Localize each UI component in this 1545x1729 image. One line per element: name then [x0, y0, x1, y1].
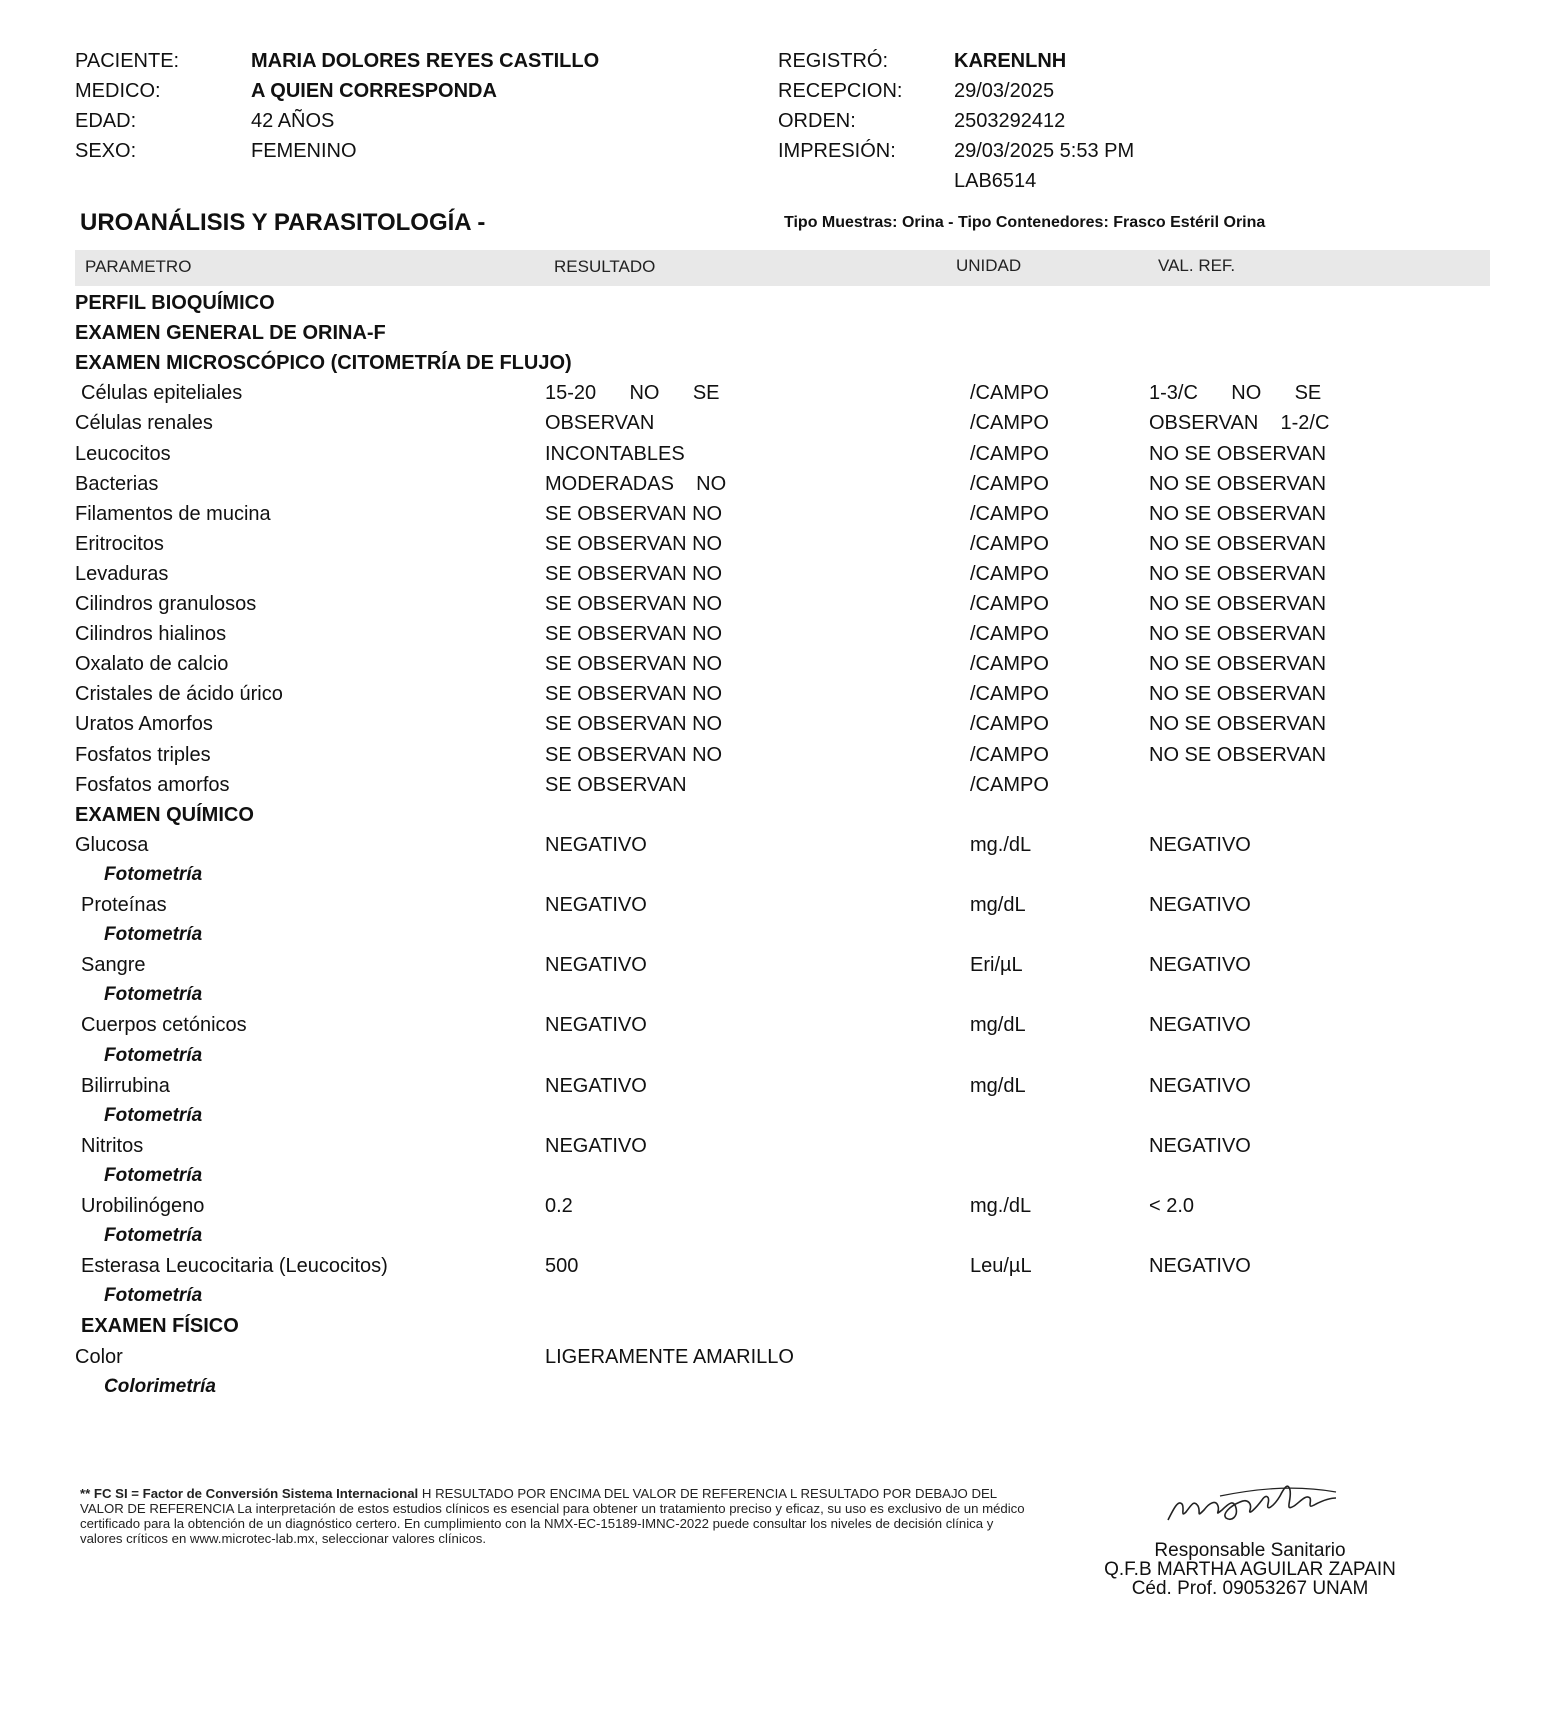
cell-parametro: Esterasa Leucocitaria (Leucocitos) [81, 1255, 388, 1277]
method-label: Fotometría [104, 1225, 203, 1246]
label-medico: MEDICO: [75, 80, 161, 102]
method-label: Colorimetría [104, 1376, 216, 1397]
cell-parametro: Color [75, 1346, 123, 1368]
cell-parametro: Células epiteliales [81, 382, 243, 404]
cell-resultado: NEGATIVO [545, 954, 647, 976]
cell-resultado: MODERADAS NO [545, 473, 727, 495]
cell-unidad: /CAMPO [970, 683, 1049, 705]
cell-resultado: NEGATIVO [545, 1135, 647, 1157]
cell-parametro: Sangre [81, 954, 146, 976]
cell-val-ref: 1-3/C NO SE [1149, 382, 1322, 404]
cell-val-ref: NEGATIVO [1149, 1135, 1251, 1157]
cell-unidad: mg/dL [970, 894, 1026, 916]
sample-info: Tipo Muestras: Orina - Tipo Contenedores: Frasco Estéril Orina [784, 214, 1266, 231]
cell-val-ref: NO SE OBSERVAN [1149, 533, 1327, 555]
cell-parametro: Levaduras [75, 563, 169, 585]
footnote-bold: ** FC SI = Factor de Conversión Sistema Internacional [80, 1486, 419, 1501]
cell-val-ref: NEGATIVO [1149, 1014, 1251, 1036]
cell-val-ref: NEGATIVO [1149, 834, 1251, 856]
method-label: Fotometría [104, 1285, 203, 1306]
cell-parametro: Oxalato de calcio [75, 653, 229, 675]
footnote [80, 1486, 1030, 1546]
cell-resultado: SE OBSERVAN NO [545, 563, 723, 585]
cell-resultado: SE OBSERVAN [545, 774, 687, 796]
cell-unidad: /CAMPO [970, 593, 1049, 615]
cell-parametro: Bilirrubina [81, 1075, 170, 1097]
value-registro: KARENLNH [954, 50, 1067, 72]
cell-parametro: Fosfatos triples [75, 744, 211, 766]
col-header-resultado: RESULTADO [554, 257, 656, 276]
cell-val-ref: NO SE OBSERVAN [1149, 653, 1327, 675]
cell-unidad: Leu/µL [970, 1255, 1032, 1277]
cell-val-ref: NO SE OBSERVAN [1149, 473, 1327, 495]
cell-val-ref: NO SE OBSERVAN [1149, 744, 1327, 766]
label-recepcion: RECEPCION: [778, 80, 903, 102]
report-title: UROANÁLISIS Y PARASITOLOGÍA - [80, 209, 486, 236]
cell-resultado: SE OBSERVAN NO [545, 533, 723, 555]
cell-unidad: mg/dL [970, 1075, 1026, 1097]
cell-resultado: INCONTABLES [545, 443, 685, 465]
cell-val-ref: NO SE OBSERVAN [1149, 623, 1327, 645]
cell-parametro: Nitritos [81, 1135, 144, 1157]
cell-val-ref: OBSERVAN 1-2/C [1149, 412, 1330, 434]
label-edad: EDAD: [75, 110, 137, 132]
cell-unidad: /CAMPO [970, 713, 1049, 735]
cell-unidad: mg./dL [970, 1195, 1032, 1217]
label-sexo: SEXO: [75, 140, 137, 162]
cell-val-ref: NEGATIVO [1149, 1075, 1251, 1097]
cell-resultado: 15-20 NO SE [545, 382, 720, 404]
method-label: Fotometría [104, 1105, 203, 1126]
cell-unidad: /CAMPO [970, 563, 1049, 585]
value-impresion: 29/03/2025 5:53 PM [954, 140, 1135, 162]
cell-unidad: /CAMPO [970, 744, 1049, 766]
cell-val-ref: NO SE OBSERVAN [1149, 443, 1327, 465]
footnote-text: H RESULTADO POR ENCIMA DEL VALOR DE REFERENCIA L RESULTADO POR DEBAJO DEL VALOR DE REFERENCIA La interpretación de estos estudios clínicos es esencial para obtener un tratamiento preciso y eficaz, su uso es exclusivo de un médico certificado para la obtención de un diagnóstico certero. En cumplimiento con la NMX-EC-15189-IMNC-2022 puede consultar los niveles de decisión clínica y valores críticos en www.microtec-lab.mx, seleccionar valores clínicos. [80, 1486, 1025, 1546]
value-recepcion: 29/03/2025 [954, 80, 1055, 102]
method-label: Fotometría [104, 1045, 203, 1066]
cell-parametro: Uratos Amorfos [75, 713, 213, 735]
value-orden: 2503292412 [954, 110, 1066, 132]
cell-unidad: /CAMPO [970, 473, 1049, 495]
cell-unidad: mg./dL [970, 834, 1032, 856]
cell-parametro: Glucosa [75, 834, 149, 856]
cell-unidad: /CAMPO [970, 774, 1049, 796]
cell-parametro: Proteínas [81, 894, 167, 916]
label-orden: ORDEN: [778, 110, 856, 132]
cell-resultado: SE OBSERVAN NO [545, 623, 723, 645]
cell-parametro: Cuerpos cetónicos [81, 1014, 247, 1036]
section-heading: EXAMEN GENERAL DE ORINA-F [75, 322, 386, 344]
cell-resultado: NEGATIVO [545, 1014, 647, 1036]
section-heading: PERFIL BIOQUÍMICO [75, 292, 275, 314]
cell-parametro: Cilindros granulosos [75, 593, 257, 615]
label-impresion: IMPRESIÓN: [778, 140, 896, 162]
cell-unidad: mg/dL [970, 1014, 1026, 1036]
section-heading: EXAMEN MICROSCÓPICO (CITOMETRÍA DE FLUJO) [75, 352, 572, 374]
cell-resultado: NEGATIVO [545, 894, 647, 916]
cell-unidad: /CAMPO [970, 623, 1049, 645]
cell-parametro: Células renales [75, 412, 213, 434]
cell-parametro: Fosfatos amorfos [75, 774, 230, 796]
col-header-parametro: PARAMETRO [85, 257, 192, 276]
cell-resultado: SE OBSERVAN NO [545, 653, 723, 675]
cell-parametro: Urobilinógeno [81, 1195, 205, 1217]
cell-resultado: SE OBSERVAN NO [545, 503, 723, 525]
section-heading: EXAMEN QUÍMICO [75, 804, 254, 826]
value-medico: A QUIEN CORRESPONDA [251, 80, 497, 102]
col-header-unidad: UNIDAD [956, 256, 1022, 275]
col-header-val-ref: VAL. REF. [1158, 256, 1236, 275]
signature-role: Responsable Sanitario [1154, 1540, 1346, 1561]
label-registro: REGISTRÓ: [778, 50, 889, 72]
cell-resultado: NEGATIVO [545, 1075, 647, 1097]
cell-parametro: Eritrocitos [75, 533, 164, 555]
value-edad: 42 AÑOS [251, 110, 335, 132]
cell-unidad: /CAMPO [970, 533, 1049, 555]
cell-parametro: Cilindros hialinos [75, 623, 227, 645]
cell-parametro: Cristales de ácido úrico [75, 683, 283, 705]
cell-val-ref: NO SE OBSERVAN [1149, 683, 1327, 705]
cell-val-ref: < 2.0 [1149, 1195, 1195, 1217]
value-sexo: FEMENINO [251, 140, 357, 162]
label-paciente: PACIENTE: [75, 50, 180, 72]
cell-unidad: Eri/µL [970, 954, 1023, 976]
table-header [75, 250, 1490, 286]
signature-cedula: Céd. Prof. 09053267 UNAM [1131, 1578, 1369, 1599]
signature-name: Q.F.B MARTHA AGUILAR ZAPAIN [1104, 1559, 1396, 1580]
value-paciente: MARIA DOLORES REYES CASTILLO [251, 50, 600, 72]
cell-resultado: SE OBSERVAN NO [545, 683, 723, 705]
cell-unidad: /CAMPO [970, 503, 1049, 525]
cell-resultado: SE OBSERVAN NO [545, 713, 723, 735]
cell-resultado: SE OBSERVAN NO [545, 593, 723, 615]
method-label: Fotometría [104, 1165, 203, 1186]
cell-resultado: 500 [545, 1255, 579, 1277]
cell-unidad: /CAMPO [970, 412, 1049, 434]
cell-val-ref: NO SE OBSERVAN [1149, 563, 1327, 585]
cell-resultado: OBSERVAN [545, 412, 655, 434]
signature-image [1160, 1460, 1340, 1530]
lab-code: LAB6514 [954, 170, 1037, 192]
cell-val-ref: NO SE OBSERVAN [1149, 713, 1327, 735]
method-label: Fotometría [104, 924, 203, 945]
method-label: Fotometría [104, 984, 203, 1005]
cell-val-ref: NO SE OBSERVAN [1149, 503, 1327, 525]
cell-val-ref: NO SE OBSERVAN [1149, 593, 1327, 615]
cell-resultado: NEGATIVO [545, 834, 647, 856]
cell-unidad: /CAMPO [970, 382, 1049, 404]
cell-unidad: /CAMPO [970, 443, 1049, 465]
cell-resultado: LIGERAMENTE AMARILLO [545, 1346, 794, 1368]
section-heading: EXAMEN FÍSICO [81, 1315, 239, 1337]
cell-val-ref: NEGATIVO [1149, 954, 1251, 976]
cell-val-ref: NEGATIVO [1149, 894, 1251, 916]
cell-parametro: Filamentos de mucina [75, 503, 271, 525]
cell-resultado: 0.2 [545, 1195, 573, 1217]
cell-resultado: SE OBSERVAN NO [545, 744, 723, 766]
cell-unidad: /CAMPO [970, 653, 1049, 675]
method-label: Fotometría [104, 864, 203, 885]
cell-parametro: Leucocitos [75, 443, 171, 465]
cell-val-ref: NEGATIVO [1149, 1255, 1251, 1277]
cell-parametro: Bacterias [75, 473, 159, 495]
